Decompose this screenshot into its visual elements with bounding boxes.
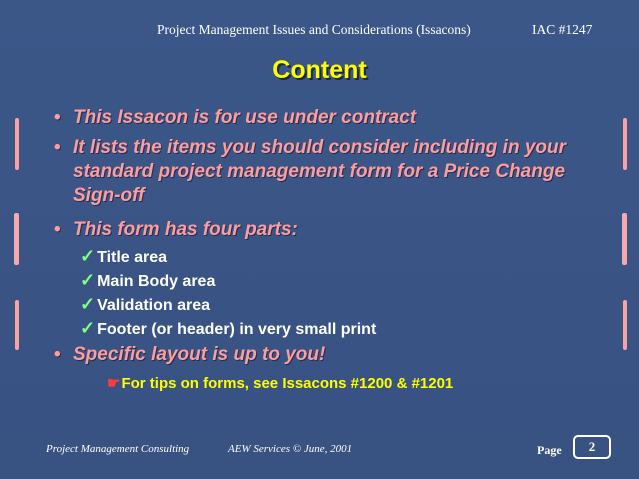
sub-item-text: Main Body area xyxy=(97,273,216,290)
left-decor-bar-top xyxy=(15,118,19,170)
bullet-dot-icon: • xyxy=(54,219,61,240)
bullet-text: It lists the items you should consider including in your standard project management form for a Price Change Sign-off xyxy=(73,137,566,206)
pointing-hand-icon: ☛ xyxy=(107,375,121,392)
bullet-text: This form has four parts: xyxy=(73,219,298,240)
checkmark-icon: ✓ xyxy=(80,318,96,338)
slide-title: Content xyxy=(272,56,367,84)
header-title: Project Management Issues and Considerations (Issacons) xyxy=(157,22,471,37)
bullet-item xyxy=(54,136,614,208)
right-decor-bar-bottom xyxy=(623,300,627,350)
bullet-dot-icon: • xyxy=(54,107,61,128)
sub-item xyxy=(80,318,376,340)
right-decor-bar-middle xyxy=(622,213,627,265)
checkmark-icon: ✓ xyxy=(80,270,96,290)
sub-item xyxy=(80,270,215,292)
bullet-item xyxy=(54,343,614,367)
right-decor-bar-top xyxy=(623,118,627,170)
page-number-box: 2 xyxy=(573,435,611,459)
footer-page-label: Page xyxy=(537,443,562,457)
bullet-text: Specific layout is up to you! xyxy=(73,344,326,365)
sub-item xyxy=(80,246,167,268)
tip-text: For tips on forms, see Issacons #1200 & #1201 xyxy=(121,375,454,392)
header-id: IAC #1247 xyxy=(532,22,593,37)
checkmark-icon: ✓ xyxy=(80,294,96,314)
footer-copyright: AEW Services © June, 2001 xyxy=(228,443,353,455)
sub-item-text: Footer (or header) in very small print xyxy=(97,321,377,338)
left-decor-bar-bottom xyxy=(15,300,19,350)
bullet-text: This Issacon is for use under contract xyxy=(73,107,417,128)
sub-item xyxy=(80,294,210,316)
footer-company: Project Management Consulting xyxy=(46,443,190,455)
sub-item-text: Title area xyxy=(97,249,168,266)
checkmark-icon: ✓ xyxy=(80,246,96,266)
bullet-dot-icon: • xyxy=(54,137,61,158)
left-decor-bar-middle xyxy=(14,213,19,265)
bullet-dot-icon: • xyxy=(54,344,61,365)
sub-item-text: Validation area xyxy=(97,297,211,314)
bullet-item xyxy=(54,106,614,130)
bullet-item xyxy=(54,218,614,242)
tip-note xyxy=(107,374,453,392)
